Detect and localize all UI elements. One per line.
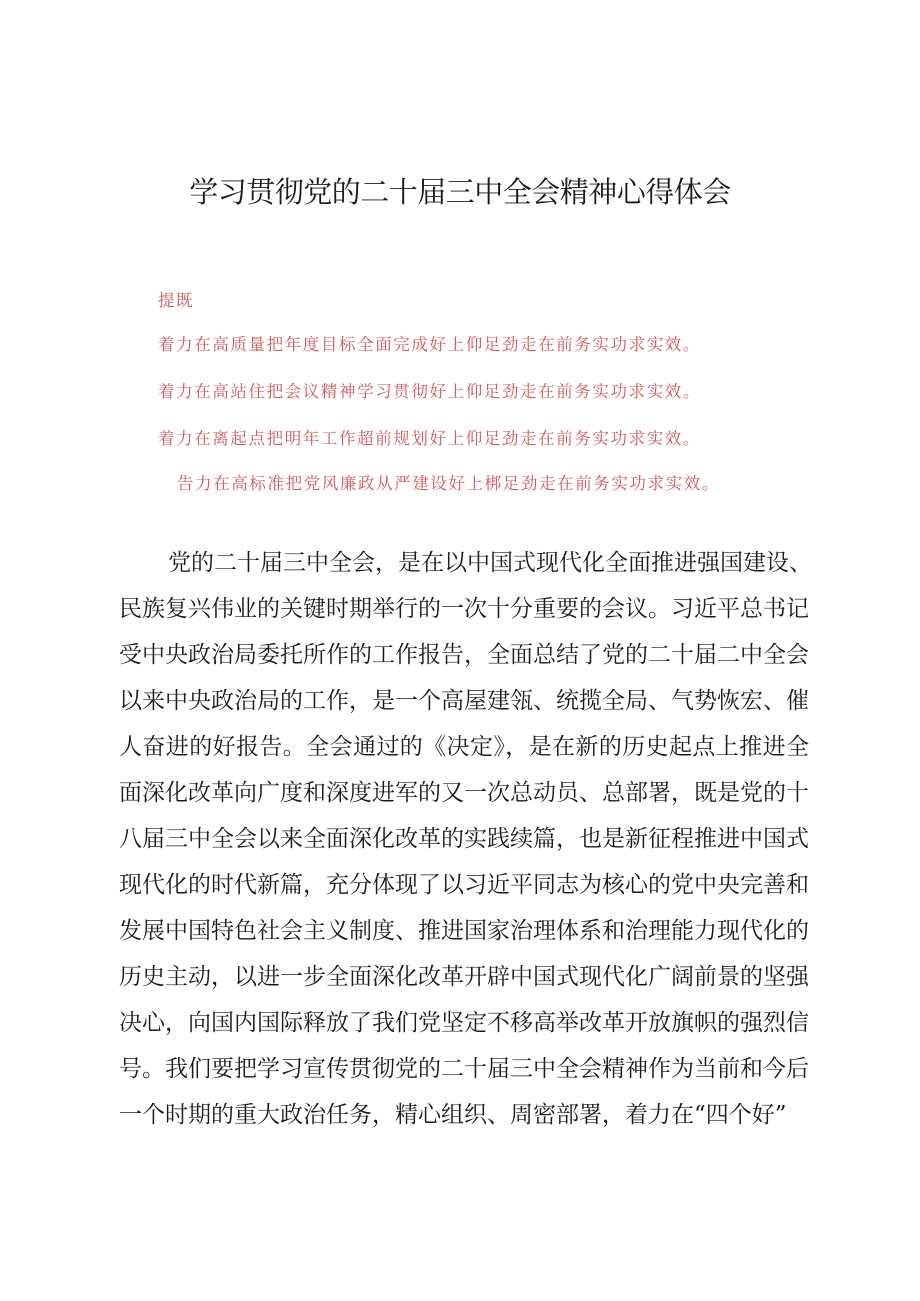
paragraph-line: 以来中央政治局的工作，是一个高屋建瓴、统揽全局、气势恢宏、催 <box>119 688 809 714</box>
summary-line: 着力在高质量把年度目标全面完成好上仰足劲走在前务实功求实效。 <box>158 335 701 354</box>
paragraph-line: 民族复兴伟业的关键时期举行的一次十分重要的会议。习近平总书记 <box>119 596 809 622</box>
paragraph-line: 历史主动，以进一步全面深化改革开辟中国式现代化广阔前景的坚强 <box>119 964 809 990</box>
summary-line: 告力在高标准把党风廉政从严建设好上梆足劲走在前务实功求实效。 <box>177 474 720 493</box>
paragraph-line: 八届三中全会以来全面深化改革的实践续篇，也是新征程推进中国式 <box>119 826 809 852</box>
document-title: 学习贯彻党的二十届三中全会精神心得体会 <box>189 175 731 209</box>
paragraph-line: 发展中国特色社会主义制度、推进国家治理体系和治理能力现代化的 <box>119 918 809 944</box>
paragraph-line: 一个时期的重大政治任务，精心组织、周密部署，着力在“四个好” <box>119 1102 787 1128</box>
paragraph-line: 党的二十届三中全会，是在以中国式现代化全面推进强国建设、 <box>168 550 812 576</box>
paragraph-line: 人奋进的好报告。全会通过的《决定》，是在新的历史起点上推进全 <box>119 734 809 760</box>
summary-line: 着力在高站住把会议精神学习贯彻好上仰足劲走在前务实功求实效。 <box>158 382 701 401</box>
summary-line: 着力在离起点把明年工作超前规划好上仰足劲走在前务实功求实效。 <box>158 429 701 448</box>
paragraph-line: 受中央政治局委托所作的工作报告，全面总结了党的二十届二中全会 <box>119 642 809 668</box>
summary-heading: 提既 <box>158 291 195 310</box>
paragraph-line: 面深化改革向广度和深度进军的又一次总动员、总部署，既是党的十 <box>119 780 809 806</box>
paragraph-line: 现代化的时代新篇，充分体现了以习近平同志为核心的党中央完善和 <box>119 872 809 898</box>
paragraph-line: 号。我们要把学习宣传贯彻党的二十届三中全会精神作为当前和今后 <box>119 1056 809 1082</box>
paragraph-line: 决心，向国内国际释放了我们党坚定不移高举改革开放旗帜的强烈信 <box>119 1010 809 1036</box>
